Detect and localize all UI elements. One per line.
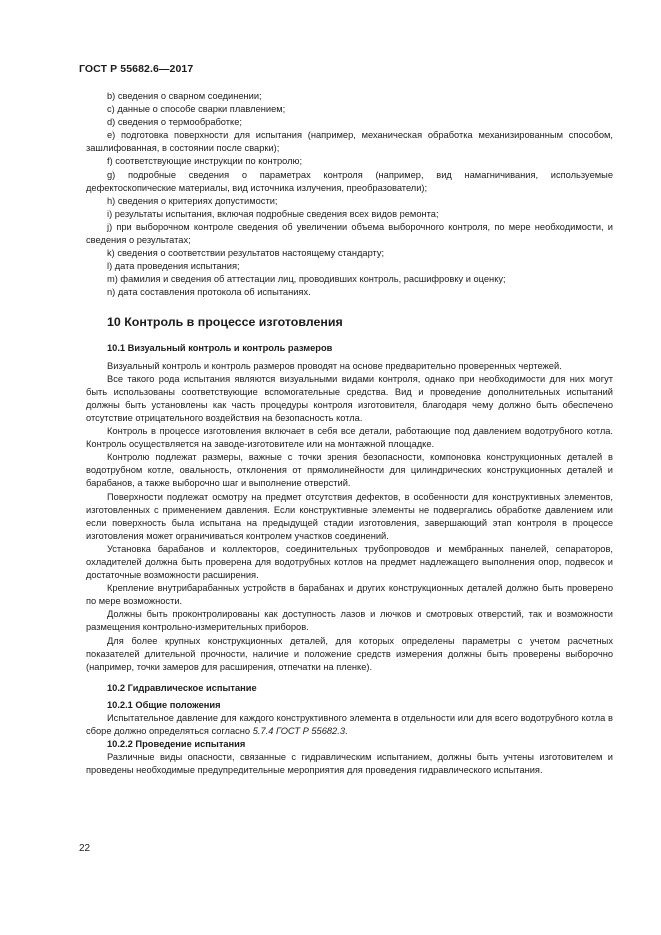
list-item-g: g) подробные сведения о параметрах контроля (например, вид намагничивания, используемые дефектоскопические материалы, вид источника излучения, преобразователи); — [86, 169, 613, 193]
section-10-1-heading: 10.1 Визуальный контроль и контроль размеров — [107, 342, 333, 353]
list-item-j: j) при выборочном контроле сведения об увеличении объема выборочного контроля, по мере необходимости, и сведения о результатах; — [86, 221, 613, 246]
list-item-k: k) сведения о соответствии результатов настоящему стандарту; — [107, 248, 385, 259]
list-item-l: l) дата проведения испытания; — [107, 261, 240, 272]
standard-reference: 5.7.4 ГОСТ Р 55682.3 — [252, 726, 345, 737]
paragraph: Различные виды опасности, связанные с гидравлическим испытанием, должны быть учтены изготовителем и проведены необходимые предупредительные мероприятия для проведения гидравлического испытания. — [86, 752, 613, 776]
paragraph-text: Испытательное давление для каждого конструктивного элемента в отдельности или для всего водотрубного котла в сборе должно определяться согласно — [86, 713, 613, 737]
list-item-i: i) результаты испытания, включая подробные сведения всех видов ремонта; — [107, 208, 439, 219]
section-10-heading: 10 Контроль в процессе изготовления — [107, 314, 343, 329]
paragraph: Все такого рода испытания являются визуальными видами контроля, однако при необходимости для них могут быть использованы соответствующие вспомогательные средства. Вид и проведение дополнительных испытаний должны быть установлены как часть процедуры контроля изготовителя, благодаря чему должно быть обеспечено отсутствие отрицательного воздействия на безопасность котла. — [86, 373, 613, 423]
paragraph: Контролю подлежат размеры, важные с точки зрения безопасности, компоновка конструкционных деталей в водотрубном котле, овальность, отклонения от прямолинейности для цилиндрических конструкционных деталей и барабанов, а также выборочно шаг и выполнение отверстий. — [86, 452, 613, 489]
list-item-f: f) соответствующие инструкции по контролю; — [107, 156, 303, 167]
paragraph: Должны быть проконтролированы как доступность лазов и лючков и смотровых отверстий, так и возможности размещения контрольно-измерительных приборов. — [86, 609, 613, 633]
list-item-c: c) данные о способе сварки плавлением; — [107, 104, 286, 115]
paragraph: Контроль в процессе изготовления включает в себя все детали, работающие под давлением водотрубного котла. Контроль осуществляется на заводе-изготовителе или на монтажной площадке. — [86, 426, 613, 450]
paragraph: Визуальный контроль и контроль размеров проводят на основе предварительно проверенных чертежей. — [107, 360, 562, 371]
section-10-2-1-heading: 10.2.1 Общие положения — [107, 699, 221, 710]
paragraph — [86, 712, 613, 738]
paragraph: Для более крупных конструкционных деталей, для которых определены параметры с учетом расчетных показателей длительной прочности, наличие и положение средств измерения должны быть проверены выборочно (например, точки замеров для расширения, отпечатки на пленке). — [86, 635, 613, 672]
list-item-b: b) сведения о сварном соединении; — [107, 91, 262, 101]
document-body — [86, 90, 613, 778]
list-item-m: m) фамилия и сведения об аттестации лиц, проводивших контроль, расшифровку и оценку; — [107, 274, 506, 285]
paragraph: Крепление внутрибарабанных устройств в барабанах и других конструкционных деталей должно быть проверено по мере возможности. — [86, 583, 613, 607]
paragraph: Установка барабанов и коллекторов, соединительных трубопроводов и мембранных панелей, сепараторов, охладителей должна быть проверена для водотрубных котлов на предмет надлежащего выполнения опор, подвесок и достаточные возможности расширения. — [86, 543, 613, 581]
list-item-d: d) сведения о термообработке; — [107, 117, 242, 128]
paragraph-text-end: . — [344, 726, 348, 737]
list-item-e: e) подготовка поверхности для испытания (например, механическая обработка механизированным способом, зашлифованная, в состоянии после сварки); — [86, 130, 613, 154]
list-item-n: n) дата составления протокола об испытаниях. — [107, 287, 311, 298]
section-10-2-heading: 10.2 Гидравлическое испытание — [107, 682, 257, 693]
paragraph: Поверхности подлежат осмотру на предмет отсутствия дефектов, в особенности для конструктивных элементов, изготовленных с применением давления. Если конструктивные элементы не подвергались обработке давлением или если поверхность была испытана на предыдущей стадии изготовления, завершающий этап контроля в процессе изготовления может ограничиваться контролем участков соединений. — [86, 491, 613, 541]
document-header: ГОСТ Р 55682.6—2017 — [79, 63, 194, 75]
section-10-2-2-heading: 10.2.2 Проведение испытания — [107, 739, 246, 750]
page-number: 22 — [79, 843, 91, 854]
list-item-h: h) сведения о критериях допустимости; — [107, 195, 278, 206]
